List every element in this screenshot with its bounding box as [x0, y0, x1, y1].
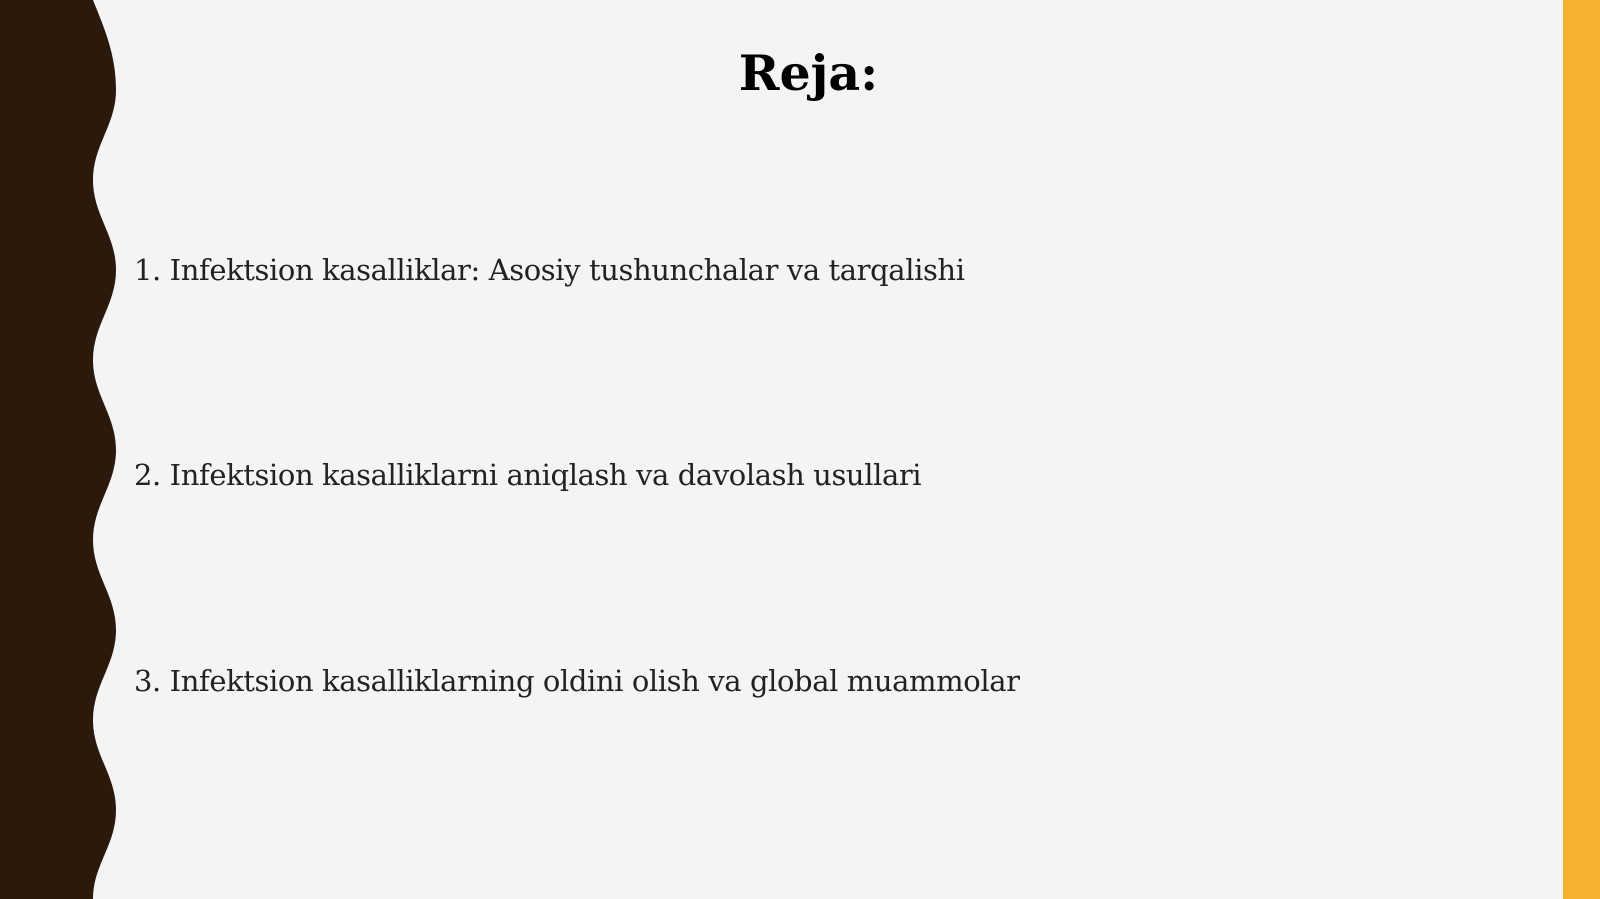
slide-title: Reja: — [738, 44, 879, 102]
plan-item-1: 1. Infektsion kasalliklar: Asosiy tushunchalar va tarqalishi — [134, 253, 965, 287]
right-accent-band — [1563, 0, 1600, 899]
plan-list — [134, 0, 1534, 899]
wavy-left-band — [0, 0, 130, 899]
plan-item-2: 2. Infektsion kasalliklarni aniqlash va davolash usullari — [134, 458, 922, 492]
plan-item-3: 3. Infektsion kasalliklarning oldini olish va global muammolar — [134, 664, 1020, 698]
